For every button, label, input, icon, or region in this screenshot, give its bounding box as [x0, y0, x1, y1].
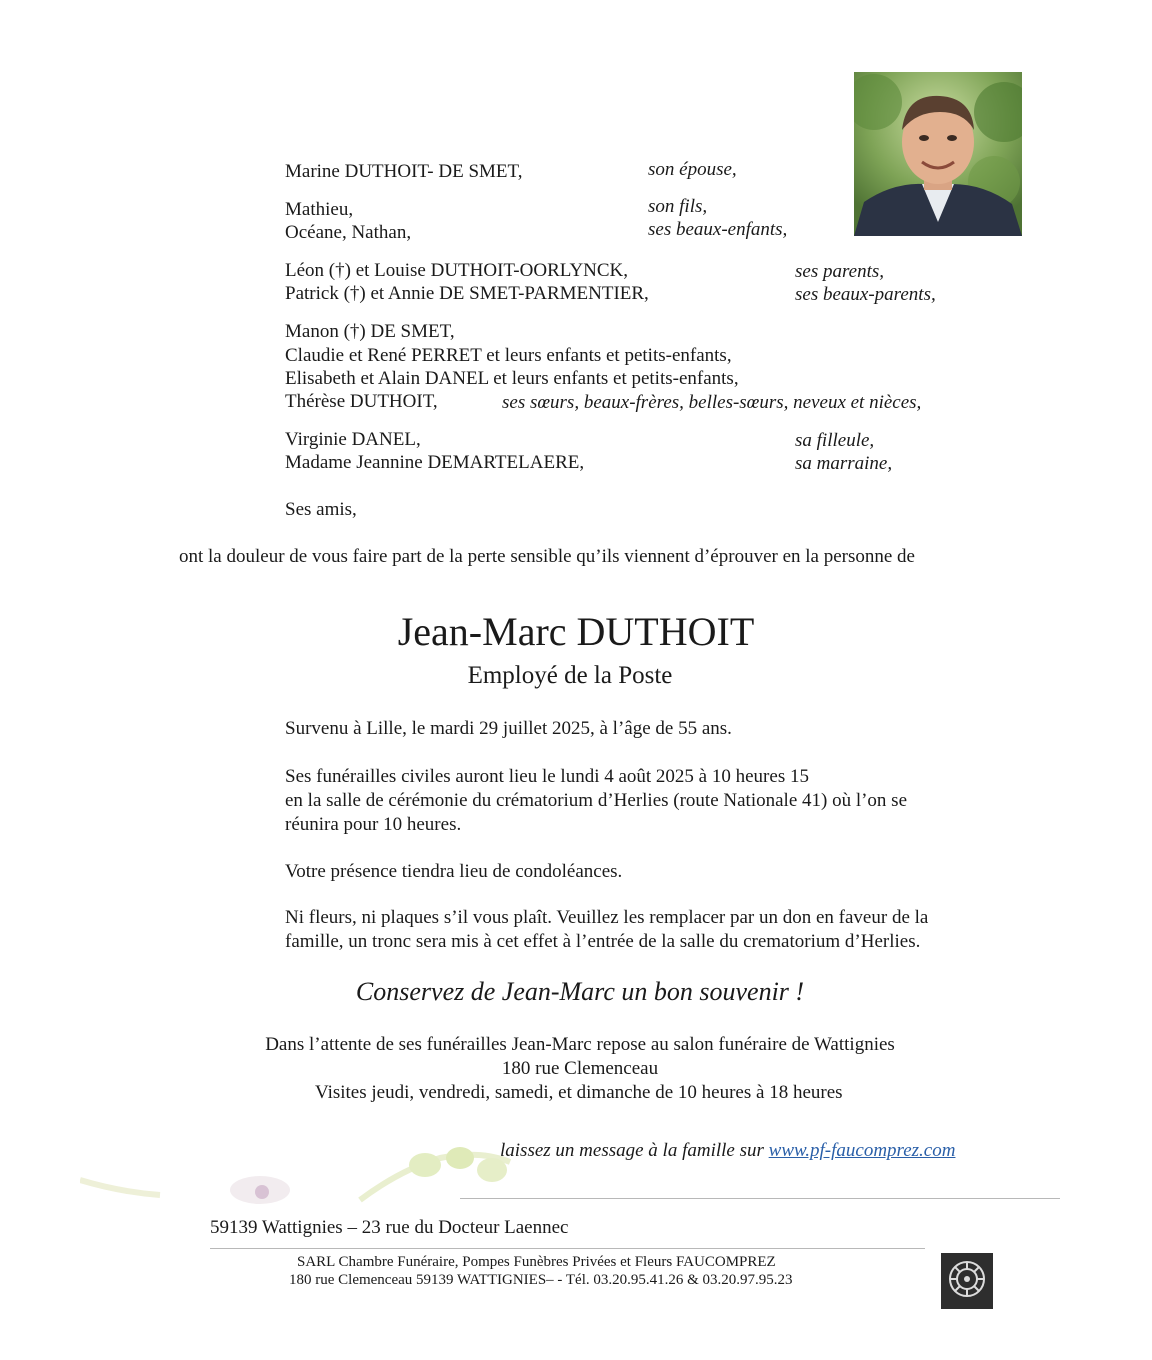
- deceased-occupation: Employé de la Poste: [467, 662, 673, 689]
- spouse-name: Marine DUTHOIT- DE SMET,: [285, 161, 523, 182]
- rest-line-2: 180 rue Clemenceau: [501, 1058, 659, 1079]
- parents-in-law-name: Patrick (†) et Annie DE SMET-PARMENTIER,: [285, 283, 649, 304]
- footer-address: 59139 Wattignies – 23 rue du Docteur Laennec: [210, 1217, 569, 1238]
- rest-line-1: Dans l’attente de ses funérailles Jean-Marc repose au salon funéraire de Wattignies: [265, 1034, 895, 1055]
- funeral-line: Ses funérailles civiles auront lieu le lundi 4 août 2025 à 10 heures 15: [285, 766, 809, 787]
- footer-contact: 180 rue Clemenceau 59139 WATTIGNIES– - Tél. 03.20.95.41.26 & 03.20.97.95.23: [289, 1272, 793, 1288]
- divider-line: [460, 1198, 1060, 1199]
- son-relation: son fils,: [648, 196, 708, 217]
- website-link[interactable]: www.pf-faucomprez.com: [768, 1140, 956, 1161]
- parents-name: Léon (†) et Louise DUTHOIT-OORLYNCK,: [285, 260, 629, 281]
- godmother-name: Madame Jeannine DEMARTELAERE,: [285, 452, 585, 473]
- siblings-relation: ses sœurs, beaux-frères, belles-sœurs, neveux et nièces,: [502, 392, 922, 413]
- orchid-decoration-icon: [80, 1140, 640, 1215]
- message-text: laissez un message à la famille sur: [500, 1140, 764, 1161]
- funeral-line: en la salle de cérémonie du crématorium d’Herlies (route Nationale 41) où l’on se: [285, 790, 908, 811]
- parents-relation: ses parents,: [795, 261, 885, 282]
- goddaughter-relation: sa filleule,: [795, 430, 875, 451]
- company-logo-icon: [941, 1253, 993, 1309]
- sibling-line: Claudie et René PERRET et leurs enfants et petits-enfants,: [285, 345, 732, 366]
- death-details: Survenu à Lille, le mardi 29 juillet 2025, à l’âge de 55 ans.: [285, 718, 732, 739]
- flowers-line: famille, un tronc sera mis à cet effet à l’entrée de la salle du crematorium d’Herlies.: [285, 931, 921, 952]
- stepchildren-relation: ses beaux-enfants,: [648, 219, 788, 240]
- sibling-line: Manon (†) DE SMET,: [285, 321, 455, 342]
- announcement-text: ont la douleur de vous faire part de la perte sensible qu’ils viennent d’éprouver en la personne de: [179, 546, 915, 567]
- goddaughter-name: Virginie DANEL,: [285, 429, 421, 450]
- sibling-line: Elisabeth et Alain DANEL et leurs enfants et petits-enfants,: [285, 368, 739, 389]
- footer-company: SARL Chambre Funéraire, Pompes Funèbres Privées et Fleurs FAUCOMPREZ: [297, 1254, 776, 1270]
- spouse-relation: son épouse,: [648, 159, 737, 180]
- footer-divider: [210, 1248, 925, 1249]
- godmother-relation: sa marraine,: [795, 453, 893, 474]
- rest-line-3: Visites jeudi, vendredi, samedi, et dimanche de 10 heures à 18 heures: [315, 1082, 843, 1103]
- flowers-line: Ni fleurs, ni plaques s’il vous plaît. Veuillez les remplacer par un don en faveur de la: [285, 907, 929, 928]
- friends-line: Ses amis,: [285, 499, 357, 520]
- sibling-last-name: Thérèse DUTHOIT,: [285, 391, 438, 412]
- remembrance-quote: Conservez de Jean-Marc un bon souvenir !: [355, 977, 805, 1006]
- son-name: Mathieu,: [285, 199, 354, 220]
- funeral-line: réunira pour 10 heures.: [285, 814, 462, 835]
- condolences-text: Votre présence tiendra lieu de condoléances.: [285, 861, 623, 882]
- deceased-name: Jean-Marc DUTHOIT: [397, 609, 755, 654]
- parents-in-law-relation: ses beaux-parents,: [795, 284, 936, 305]
- stepchildren-name: Océane, Nathan,: [285, 222, 412, 243]
- portrait-photo: [854, 72, 1022, 236]
